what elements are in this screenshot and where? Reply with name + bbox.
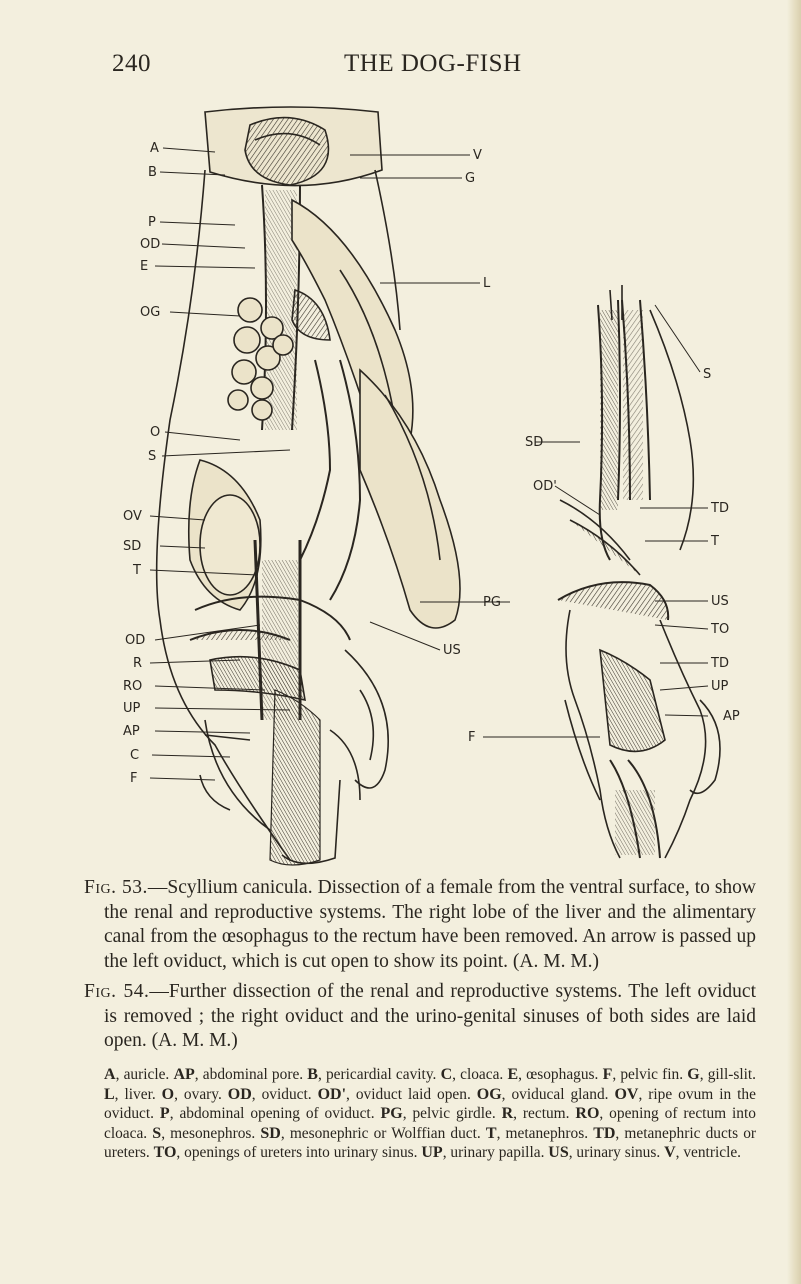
- legend-description: , oviduct.: [251, 1085, 312, 1103]
- label-OD-2: OD: [125, 633, 146, 648]
- legend-abbreviation: C: [440, 1066, 453, 1083]
- legend-abbreviation: US: [548, 1144, 569, 1161]
- label-G: G: [465, 171, 476, 186]
- legend-entry: [162, 1086, 222, 1103]
- legend-abbreviation: TO: [153, 1144, 177, 1161]
- legend-abbreviation: OG: [476, 1085, 502, 1103]
- legend-description: , oviduct laid open.: [346, 1085, 471, 1103]
- legend-description: , metanephric ducts or ureters.: [104, 1124, 757, 1161]
- legend-description: , auricle.: [115, 1066, 170, 1083]
- legend-entry: [486, 1125, 588, 1142]
- label-V: V: [473, 148, 482, 163]
- legend-abbreviation: B: [307, 1066, 318, 1083]
- legend-entry: [477, 1086, 609, 1103]
- legend-entry: [104, 1066, 169, 1083]
- legend-entry: [307, 1066, 436, 1083]
- legend-description: , liver.: [114, 1085, 156, 1103]
- legend-abbreviation: SD: [260, 1124, 281, 1142]
- legend-description: , oviducal gland.: [501, 1085, 609, 1103]
- legend-description: , œsophagus.: [518, 1066, 599, 1083]
- legend-entry: [260, 1125, 480, 1142]
- legend-description: , ovary.: [174, 1085, 222, 1103]
- legend-description: , cloaca.: [452, 1066, 504, 1083]
- legend-entry: [152, 1125, 255, 1142]
- abbreviation-legend: [104, 1065, 756, 1163]
- legend-abbreviation: OV: [614, 1085, 639, 1103]
- label-S-2: S: [703, 367, 712, 382]
- legend-entry: [160, 1105, 375, 1122]
- label-C: C: [130, 748, 140, 763]
- label-SD: SD: [123, 539, 142, 554]
- legend-abbreviation: UP: [421, 1144, 443, 1161]
- label-PG: PG: [483, 595, 501, 610]
- label-T-2: T: [711, 534, 719, 549]
- legend-abbreviation: S: [152, 1124, 162, 1142]
- legend-description: , ripe ovum in the oviduct.: [104, 1085, 756, 1122]
- figure-54-caption: [84, 980, 756, 1054]
- legend-description: , mesonephros.: [161, 1124, 256, 1142]
- label-TD-2: TD: [711, 656, 729, 671]
- legend-entry: [173, 1066, 303, 1083]
- label-AP-2: AP: [723, 709, 740, 724]
- label-US-2: US: [711, 594, 729, 609]
- figure-54-leader-lines: [483, 305, 708, 737]
- figure-54-drawing: [558, 285, 720, 858]
- label-S: S: [148, 449, 157, 464]
- figure-53-number: Fig. 53.: [84, 877, 148, 898]
- legend-abbreviation: V: [664, 1144, 676, 1161]
- label-AP: AP: [123, 724, 140, 739]
- label-B: B: [148, 165, 157, 180]
- label-E: E: [140, 259, 149, 274]
- legend-abbreviation: PG: [380, 1105, 403, 1122]
- legend-entry: [502, 1105, 570, 1122]
- legend-abbreviation: AP: [173, 1066, 195, 1083]
- legend-entry: [507, 1066, 598, 1083]
- label-US: US: [443, 643, 461, 658]
- label-R: R: [133, 656, 143, 671]
- label-UP-2: UP: [711, 679, 729, 694]
- label-O: O: [150, 425, 161, 440]
- figure-54-number: Fig. 54.: [84, 981, 150, 1002]
- legend-description: , abdominal pore.: [194, 1066, 304, 1083]
- legend-abbreviation: T: [485, 1124, 497, 1142]
- legend-entry: [228, 1086, 312, 1103]
- legend-abbreviation: RO: [575, 1105, 600, 1122]
- legend-entry: [318, 1086, 471, 1103]
- legend-abbreviation: A: [104, 1066, 116, 1083]
- legend-description: , pericardial cavity.: [317, 1066, 437, 1083]
- figure-54-text: —Further dissection of the renal and reproductive systems. The left oviduct is removed ; the right oviduct and the urino-genital sinuses of both sides are laid open. (A. M. M.): [104, 981, 757, 1051]
- legend-description: , urinary sinus.: [568, 1144, 661, 1161]
- label-L: L: [483, 276, 491, 291]
- legend-abbreviation: E: [507, 1066, 519, 1083]
- label-SD-2: SD: [525, 435, 544, 450]
- legend-abbreviation: P: [159, 1105, 170, 1122]
- label-RO: RO: [123, 679, 143, 694]
- legend-entry: [421, 1144, 544, 1161]
- legend-description: , rectum.: [513, 1105, 570, 1122]
- legend-description: , ventricle.: [675, 1144, 742, 1161]
- legend-abbreviation: G: [687, 1066, 700, 1083]
- legend-description: , metanephros.: [496, 1124, 589, 1142]
- label-F: F: [130, 771, 138, 786]
- legend-entry: [441, 1066, 504, 1083]
- label-A: A: [150, 141, 159, 156]
- legend-abbreviation: OD: [227, 1085, 252, 1103]
- label-OD-prime: OD': [533, 479, 557, 494]
- legend-description: , gill-slit.: [699, 1066, 757, 1083]
- legend-description: , pelvic fin.: [612, 1066, 684, 1083]
- legend-abbreviation: O: [161, 1085, 175, 1103]
- legend-description: , openings of ureters into urinary sinus.: [176, 1144, 418, 1161]
- label-UP: UP: [123, 701, 141, 716]
- legend-abbreviation: R: [501, 1105, 514, 1122]
- legend-entry: [380, 1105, 495, 1122]
- legend-description: , mesonephric or Wolffian duct.: [280, 1124, 481, 1142]
- figure-53-caption: [84, 876, 756, 974]
- legend-description: , abdominal opening of oviduct.: [169, 1105, 375, 1122]
- legend-abbreviation: F: [602, 1066, 613, 1083]
- legend-entry: [104, 1086, 156, 1103]
- label-OV: OV: [123, 509, 142, 524]
- label-P: P: [148, 215, 156, 230]
- legend-abbreviation: OD': [317, 1085, 347, 1103]
- legend-entry: [603, 1066, 684, 1083]
- label-F-2: F: [468, 730, 476, 745]
- legend-abbreviation: L: [104, 1085, 115, 1103]
- label-T: T: [133, 563, 141, 578]
- legend-description: , opening of rectum into cloaca.: [104, 1105, 756, 1142]
- label-TO: TO: [711, 622, 730, 637]
- label-OG: OG: [140, 305, 161, 320]
- label-OD: OD: [140, 237, 161, 252]
- legend-entry: [548, 1144, 660, 1161]
- figure-53-drawing: [157, 107, 460, 865]
- legend-abbreviation: TD: [593, 1124, 616, 1142]
- legend-entry: [154, 1144, 418, 1161]
- legend-entry: [664, 1144, 741, 1161]
- legend-entry: [687, 1066, 756, 1083]
- figure-53-text: —Scyllium canicula. Dissection of a female from the ventral surface, to show the renal and reproductive systems. The right lobe of the liver and the alimentary canal from the œsophagus to the rectum have been removed. An arrow is passed up the left oviduct, which is cut open to show its point. (A. M. M.): [104, 877, 757, 972]
- legend-description: , urinary papilla.: [442, 1144, 545, 1161]
- legend-description: , pelvic girdle.: [402, 1105, 496, 1122]
- running-title: THE DOG-FISH: [344, 50, 522, 77]
- page-number: 240: [112, 50, 151, 77]
- label-TD: TD: [711, 501, 729, 516]
